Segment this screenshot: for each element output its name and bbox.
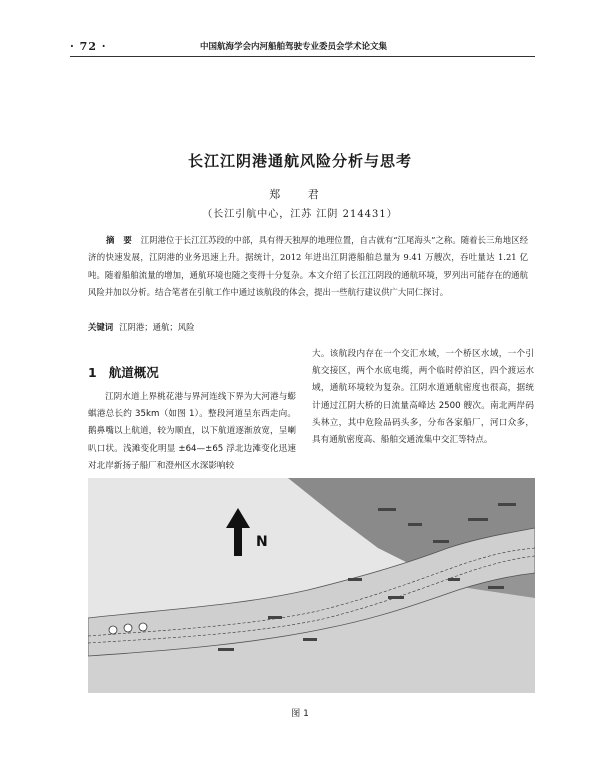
article-affiliation: （长江引航中心，江苏 江阴 214431） — [202, 209, 398, 220]
abstract — [88, 232, 528, 302]
waterway-map-image — [88, 478, 535, 693]
body-column-left: 江阴水道上界桃花港与界河连线下界为大河港与蟛蜞港总长约 35km（如图 1）。整段河道呈东西走向。鹅鼻嘴以上航道，较为顺直，以下航道逐渐放宽，呈喇叭口状。浅滩变化明显 ±64—±65 浮北边滩变化迅速对北岸新扬子船厂和澄州区水深影响较 — [88, 392, 296, 471]
buoy-marker — [139, 623, 147, 631]
section-heading — [88, 363, 159, 381]
body-column-right: 大。该航段内存在一个交汇水域，一个桥区水域，一个引航交接区，两个水底电缆，两个临时停泊区，四个渡运水域，通航环境较为复杂。江阴水道通航密度也很高，据统计通过江阴大桥的日流量高峰达 2500 艘次。南北两岸码头林立，其中危险品码头多，分布各家船厂，河口众多，具有通航密度高、船舶交通流集中交汇等特点。 — [312, 349, 534, 446]
article-author: 郑 君 — [269, 188, 331, 201]
abstract-text: 江阴港位于长江江苏段的中部，具有得天独厚的地理位置，自古就有“江尾海头”之称。随着长三角地区经济的快速发展，江阴港的业务迅速上升。据统计，2012 年进出江阴港船舶总量为 9.41 万艘次，吞吐量达 1.21 亿吨。随着船舶流量的增加，通航环境也随之变得十分复杂。本文介绍了长江江阴段的通航环境，罗列出可能存在的通航风险并加以分析。结合笔者在引航工作中通过该航段的体会，提出一些航行建议供广大同仁探讨。 — [88, 235, 529, 298]
keywords-text: 江阴港；通航；风险 — [119, 322, 195, 332]
header-rule — [70, 56, 535, 57]
journal-title: 中国航海学会内河船舶驾驶专业委员会学术论文集 — [200, 42, 388, 52]
figure-caption: 图 1 — [291, 709, 309, 719]
buoy-marker — [109, 626, 117, 634]
keywords — [88, 320, 528, 334]
article-title: 长江江阴港通航风险分析与思考 — [187, 152, 412, 170]
buoy-marker — [124, 624, 132, 632]
figure-map — [88, 478, 535, 693]
section-number: 1 — [88, 365, 97, 380]
section-title: 航道概况 — [108, 365, 159, 380]
page-number: · 72 · — [70, 40, 107, 53]
abstract-label: 摘 要 — [106, 235, 135, 245]
keywords-label: 关键词 — [88, 322, 114, 332]
north-label: N — [256, 534, 268, 550]
